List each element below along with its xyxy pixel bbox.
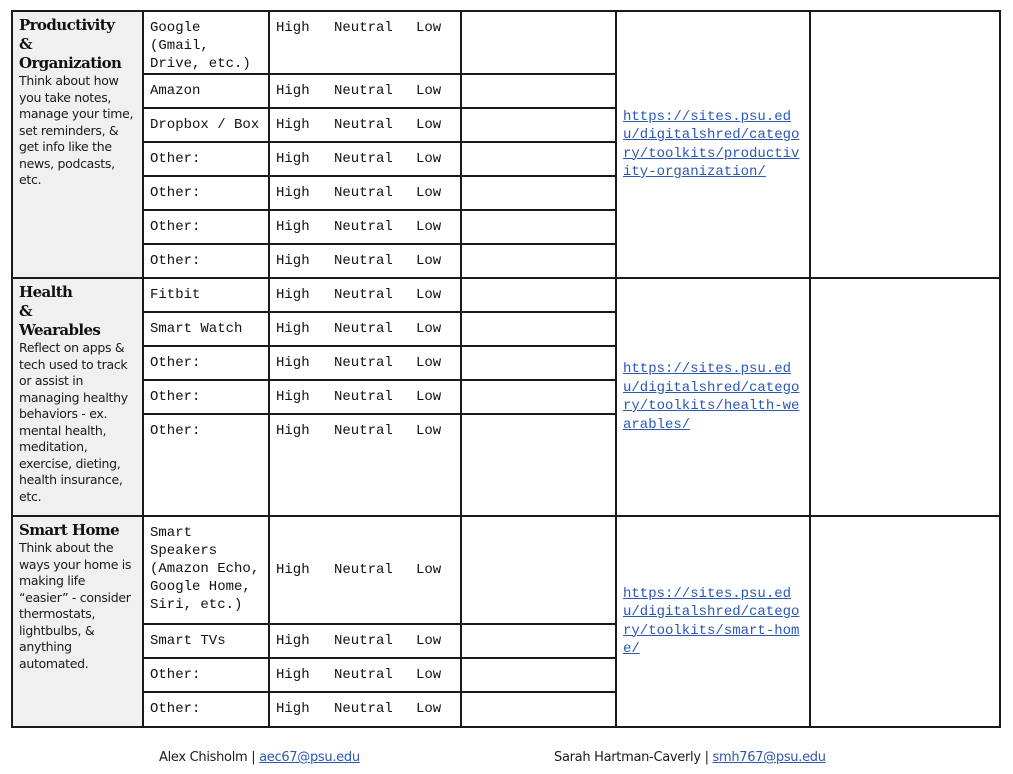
rating-neutral[interactable]: Neutral [334,667,393,683]
rating-options[interactable] [269,210,461,244]
notes-cell[interactable] [461,142,616,176]
rating-high[interactable]: High [276,633,310,649]
category-cell-health [12,278,143,516]
notes-cell[interactable] [461,658,616,692]
rating-neutral[interactable]: Neutral [334,151,393,167]
toolkit-worksheet-table [11,10,1001,728]
rating-neutral[interactable]: Neutral [334,562,393,578]
rating-low[interactable]: Low [416,83,442,99]
rating-neutral[interactable]: Neutral [334,355,393,371]
rating-neutral[interactable]: Neutral [334,633,393,649]
rating-low[interactable]: Low [416,151,442,167]
notes-cell[interactable] [461,278,616,312]
rating-neutral[interactable]: Neutral [334,117,393,133]
rating-high[interactable]: High [276,20,310,36]
table-row [12,278,1000,312]
author-separator: | [700,750,713,765]
rating-high[interactable]: High [276,389,310,405]
category-title-line: Organization [19,54,122,72]
toolkit-link-smart-home[interactable]: https://sites.psu.edu/digitalshred/category/toolkits/smart-home/ [623,585,800,657]
rating-options[interactable] [269,312,461,346]
notes-cell[interactable] [461,312,616,346]
toolkit-link-health[interactable]: https://sites.psu.edu/digitalshred/category/toolkits/health-wearables/ [623,361,800,433]
category-description: Think about how you take notes, manage your time, set reminders, & get info like the news, podcasts, etc. [19,73,134,187]
tool-name: Other: [143,414,269,516]
tool-name: Smart TVs [143,624,269,658]
author-email-link[interactable]: aec67@psu.edu [259,750,360,765]
rating-neutral[interactable]: Neutral [334,389,393,405]
rating-low[interactable]: Low [416,355,442,371]
notes-cell[interactable] [461,176,616,210]
rating-high[interactable]: High [276,253,310,269]
rating-options[interactable] [269,244,461,278]
rating-low[interactable]: Low [416,562,442,578]
rating-low[interactable]: Low [416,321,442,337]
category-title-line: & [19,302,32,320]
rating-neutral[interactable]: Neutral [334,701,393,717]
rating-high[interactable]: High [276,287,310,303]
tool-name: Smart Speakers (Amazon Echo, Google Home, Siri, etc.) [143,516,269,624]
rating-high[interactable]: High [276,219,310,235]
category-title-line: Wearables [19,321,101,339]
category-cell-smart-home [12,516,143,727]
author-name: Alex Chisholm [159,750,248,765]
tool-name: Fitbit [143,278,269,312]
notes-cell[interactable] [461,108,616,142]
response-cell[interactable] [810,516,1000,727]
toolkit-link-cell [616,278,810,516]
notes-cell[interactable] [461,624,616,658]
toolkit-link-cell [616,11,810,278]
tool-name: Other: [143,244,269,278]
rating-neutral[interactable]: Neutral [334,321,393,337]
worksheet-table-container [11,10,999,717]
rating-high[interactable]: High [276,701,310,717]
category-title [19,16,136,73]
footer-author-1 [159,750,360,765]
notes-cell[interactable] [461,210,616,244]
toolkit-link-productivity[interactable]: https://sites.psu.edu/digitalshred/category/toolkits/productivity-organization/ [623,108,800,180]
rating-neutral[interactable]: Neutral [334,253,393,269]
tool-name: Other: [143,658,269,692]
category-description: Reflect on apps & tech used to track or assist in managing healthy behaviors - ex. mental health, meditation, exercise, dieting, health insurance, etc. [19,340,128,504]
rating-high[interactable]: High [276,355,310,371]
category-title-line: Health [19,283,73,301]
notes-cell[interactable] [461,11,616,74]
category-cell-productivity [12,11,143,278]
notes-cell[interactable] [461,380,616,414]
tool-name: Other: [143,176,269,210]
rating-neutral[interactable]: Neutral [334,423,393,439]
rating-neutral[interactable]: Neutral [334,185,393,201]
rating-options[interactable] [269,692,461,727]
rating-options[interactable] [269,414,461,516]
rating-options[interactable] [269,142,461,176]
rating-options[interactable] [269,624,461,658]
rating-high[interactable]: High [276,321,310,337]
tool-name: Dropbox / Box [143,108,269,142]
category-description: Think about the ways your home is making life “easier” - consider thermostats, lightbulbs, & anything automated. [19,540,132,671]
rating-low[interactable]: Low [416,219,442,235]
rating-low[interactable]: Low [416,667,442,683]
rating-options[interactable] [269,11,461,74]
tool-name: Other: [143,346,269,380]
notes-cell[interactable] [461,244,616,278]
notes-cell[interactable] [461,692,616,727]
category-title [19,283,136,340]
rating-high[interactable]: High [276,562,310,578]
notes-cell[interactable] [461,414,616,516]
category-title-line: Productivity [19,16,115,34]
rating-options[interactable] [269,658,461,692]
rating-low[interactable]: Low [416,423,442,439]
author-email-link[interactable]: smh767@psu.edu [712,750,826,765]
rating-low[interactable]: Low [416,20,442,36]
tool-name: Other: [143,142,269,176]
category-title-line: & [19,35,32,53]
rating-options[interactable] [269,108,461,142]
notes-cell[interactable] [461,346,616,380]
rating-low[interactable]: Low [416,389,442,405]
rating-low[interactable]: Low [416,253,442,269]
rating-neutral[interactable]: Neutral [334,287,393,303]
tool-name: Other: [143,380,269,414]
notes-cell[interactable] [461,516,616,624]
rating-low[interactable]: Low [416,287,442,303]
table-row [12,11,1000,74]
rating-neutral[interactable]: Neutral [334,20,393,36]
rating-high[interactable]: High [276,185,310,201]
rating-options[interactable] [269,516,461,624]
category-title [19,521,136,540]
rating-options[interactable] [269,74,461,108]
rating-high[interactable]: High [276,83,310,99]
rating-high[interactable]: High [276,667,310,683]
tool-name: Smart Watch [143,312,269,346]
rating-options[interactable] [269,176,461,210]
rating-low[interactable]: Low [416,117,442,133]
footer-author-2 [554,750,826,765]
rating-low[interactable]: Low [416,185,442,201]
toolkit-link-cell [616,516,810,727]
rating-high[interactable]: High [276,117,310,133]
response-cell[interactable] [810,278,1000,516]
rating-low[interactable]: Low [416,633,442,649]
rating-options[interactable] [269,380,461,414]
tool-name: Amazon [143,74,269,108]
rating-neutral[interactable]: Neutral [334,219,393,235]
tool-name: Other: [143,692,269,727]
author-separator: | [247,750,260,765]
author-name: Sarah Hartman-Caverly [554,750,701,765]
rating-neutral[interactable]: Neutral [334,83,393,99]
category-title-line: Smart Home [19,521,120,539]
rating-high[interactable]: High [276,151,310,167]
rating-options[interactable] [269,346,461,380]
rating-high[interactable]: High [276,423,310,439]
tool-name: Other: [143,210,269,244]
rating-low[interactable]: Low [416,701,442,717]
tool-name: Google (Gmail, Drive, etc.) [143,11,269,74]
rating-options[interactable] [269,278,461,312]
notes-cell[interactable] [461,74,616,108]
table-row [12,516,1000,624]
response-cell[interactable] [810,11,1000,278]
